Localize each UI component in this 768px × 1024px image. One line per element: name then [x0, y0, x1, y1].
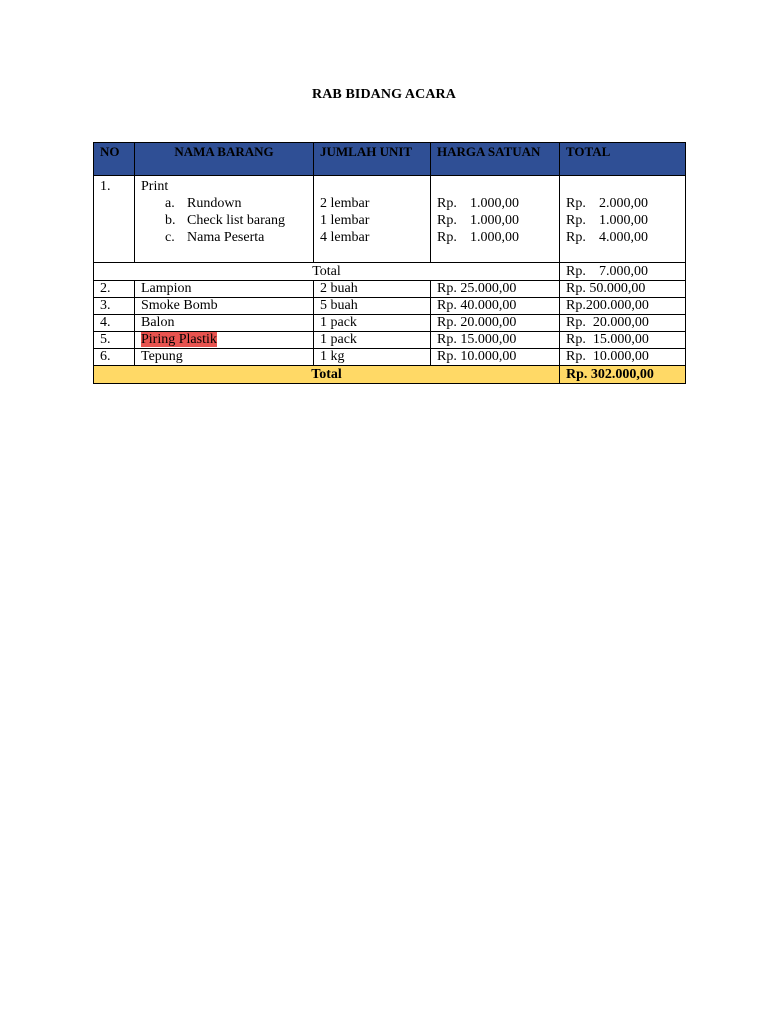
print-total-cell: Rp. 2.000,00 Rp. 1.000,00 Rp. 4.000,00 [560, 176, 686, 263]
table-row: 5. Piring Plastik 1 pack Rp. 15.000,00 Rp. 15.000,00 [94, 332, 686, 349]
print-item-c: c. Nama Peserta [165, 230, 265, 245]
print-name-cell [135, 176, 314, 263]
highlighted-item-cell [135, 332, 314, 349]
print-name: Print [141, 179, 169, 194]
subtotal-label: Total [94, 263, 560, 281]
grand-total-row [94, 366, 686, 384]
print-item-a: a. Rundown [165, 196, 242, 211]
table-row-print-subtotal [94, 263, 686, 281]
header-jumlah-unit: JUMLAH UNIT [314, 143, 431, 176]
budget-table [93, 142, 686, 384]
table-row: 2. Lampion 2 buah Rp. 25.000,00 Rp. 50.000,00 [94, 281, 686, 298]
print-qty-cell: 2 lembar 1 lembar 4 lembar [314, 176, 431, 263]
subtotal-value: Rp. 7.000,00 [560, 263, 686, 281]
header-nama-barang: NAMA BARANG [135, 143, 314, 176]
print-item-b: b. Check list barang [165, 213, 285, 228]
header-total: TOTAL [560, 143, 686, 176]
grand-total-value: Rp. 302.000,00 [560, 366, 686, 384]
table-row: 3. Smoke Bomb 5 buah Rp. 40.000,00 Rp.200.000,00 [94, 298, 686, 315]
print-no: 1. [94, 176, 135, 263]
highlighted-item-name: Piring Plastik [141, 332, 217, 347]
table-row: 6. Tepung 1 kg Rp. 10.000,00 Rp. 10.000,00 [94, 349, 686, 366]
table-header-row [94, 143, 686, 176]
grand-total-label: Total [94, 366, 560, 384]
header-harga-satuan: HARGA SATUAN [431, 143, 560, 176]
table-row-print [94, 176, 686, 263]
print-price-cell: Rp. 1.000,00 Rp. 1.000,00 Rp. 1.000,00 [431, 176, 560, 263]
document-title: RAB BIDANG ACARA [312, 87, 456, 102]
table-row: 4. Balon 1 pack Rp. 20.000,00 Rp. 20.000,00 [94, 315, 686, 332]
header-no: NO [94, 143, 135, 176]
